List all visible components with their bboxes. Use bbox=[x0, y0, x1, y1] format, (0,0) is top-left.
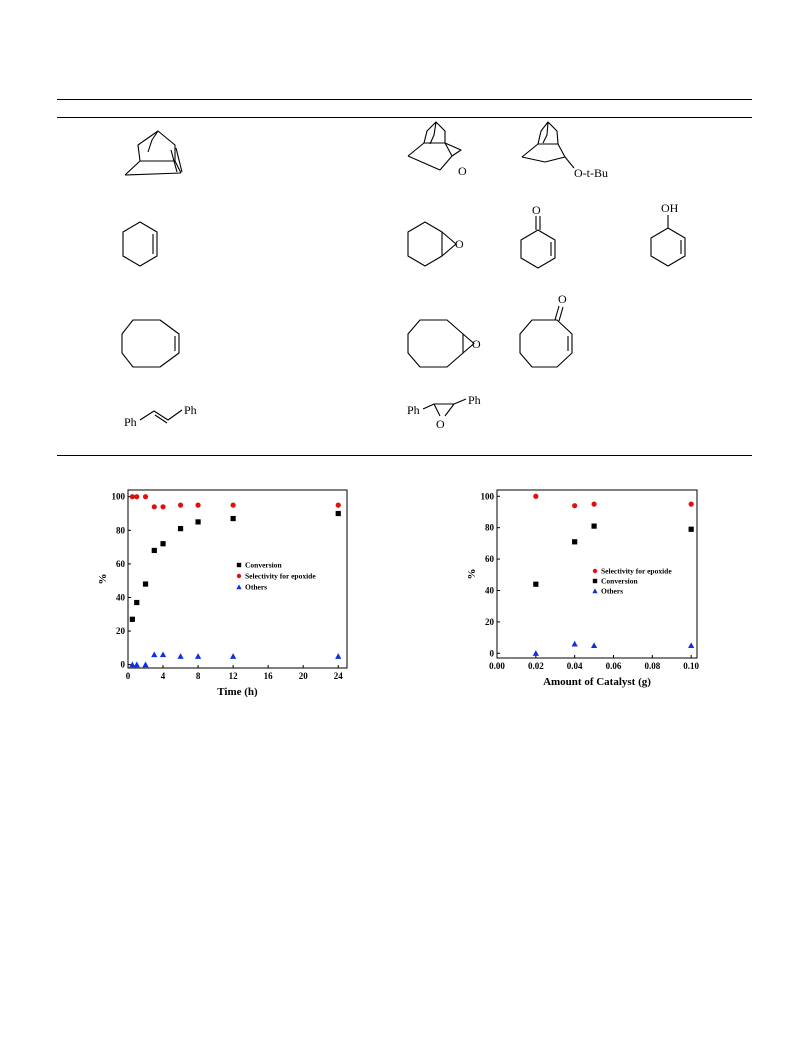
data-point-circle bbox=[160, 504, 165, 509]
data-point-triangle bbox=[335, 653, 341, 659]
x-tick-label: 0.00 bbox=[489, 661, 505, 671]
phenyl-label-4: Ph bbox=[468, 393, 481, 407]
data-point-square bbox=[134, 600, 139, 605]
data-point-triangle bbox=[195, 653, 201, 659]
data-point-triangle bbox=[230, 653, 236, 659]
ketone-oxygen-label: O bbox=[532, 203, 541, 217]
x-tick-label: 12 bbox=[228, 671, 238, 681]
legend-entry: Selectivity for epoxide bbox=[601, 566, 672, 576]
y-axis-label: % bbox=[466, 568, 478, 580]
data-point-circle bbox=[195, 503, 200, 508]
x-tick-label: 24 bbox=[333, 671, 343, 681]
data-point-square bbox=[533, 582, 538, 587]
o-t-bu-label: O-t-Bu bbox=[574, 166, 608, 180]
y-tick-label: 100 bbox=[111, 491, 125, 502]
x-axis-label: Time (h) bbox=[217, 686, 258, 698]
data-point-square bbox=[689, 527, 694, 532]
structure-cyclooctene bbox=[122, 320, 179, 367]
legend-entry: Others bbox=[601, 586, 624, 596]
data-point-circle bbox=[178, 503, 183, 508]
data-point-circle bbox=[152, 504, 157, 509]
legend-entry: Conversion bbox=[245, 560, 282, 570]
chart-time-profile bbox=[95, 478, 360, 710]
y-tick-label: 0 bbox=[489, 648, 494, 659]
structure-cyclohexene-oxide bbox=[408, 222, 464, 266]
legend-entry: Conversion bbox=[601, 576, 638, 586]
x-tick-label: 20 bbox=[298, 671, 308, 681]
structure-norbornene bbox=[125, 131, 182, 175]
data-point-square bbox=[143, 581, 148, 586]
y-tick-label: 40 bbox=[116, 592, 125, 603]
ketone-oxygen-label-2: O bbox=[558, 292, 567, 306]
data-point-circle bbox=[689, 502, 694, 507]
data-point-triangle bbox=[688, 642, 694, 648]
data-point-circle bbox=[533, 494, 538, 499]
data-point-triangle bbox=[142, 662, 148, 668]
epoxide-oxygen-label: O bbox=[458, 164, 467, 178]
y-tick-label: 60 bbox=[485, 554, 494, 565]
y-tick-label: 60 bbox=[116, 558, 125, 569]
x-tick-label: 16 bbox=[263, 671, 273, 681]
x-tick-label: 0 bbox=[125, 671, 131, 681]
x-tick-label: 4 bbox=[160, 671, 166, 681]
y-tick-label: 40 bbox=[485, 585, 494, 596]
data-point-triangle bbox=[134, 662, 140, 668]
x-tick-label: 0.06 bbox=[605, 661, 622, 671]
series-circle bbox=[533, 494, 694, 509]
data-point-circle bbox=[143, 494, 148, 499]
x-tick-label: 0.04 bbox=[566, 661, 583, 671]
data-point-circle bbox=[134, 494, 139, 499]
epoxide-oxygen-label-3: O bbox=[472, 337, 481, 351]
data-point-square bbox=[231, 516, 236, 521]
y-tick-label: 80 bbox=[116, 525, 125, 536]
data-point-square bbox=[152, 548, 157, 553]
reaction-scheme bbox=[0, 0, 793, 470]
chart-catalyst-amount bbox=[455, 478, 715, 700]
series-circle bbox=[130, 494, 341, 509]
structure-norbornyl-t-butyl-ether bbox=[522, 122, 608, 180]
legend-marker-square bbox=[593, 579, 597, 583]
structure-cyclohexene bbox=[123, 222, 157, 266]
series-triangle bbox=[129, 651, 341, 667]
data-point-triangle bbox=[177, 653, 183, 659]
epoxide-oxygen-label-4: O bbox=[436, 417, 445, 431]
data-point-circle bbox=[231, 503, 236, 508]
data-point-circle bbox=[591, 502, 596, 507]
data-point-square bbox=[160, 541, 165, 546]
y-tick-label: 100 bbox=[480, 491, 494, 502]
legend-entry: Others bbox=[245, 582, 268, 592]
data-point-square bbox=[195, 519, 200, 524]
legend-marker-circle bbox=[593, 569, 597, 573]
x-tick-label: 0.08 bbox=[644, 661, 661, 671]
phenyl-label-1: Ph bbox=[124, 415, 137, 429]
data-point-triangle bbox=[533, 650, 539, 656]
x-tick-label: 0.02 bbox=[527, 661, 544, 671]
series-square bbox=[130, 511, 341, 622]
data-point-triangle bbox=[591, 642, 597, 648]
y-tick-label: 20 bbox=[485, 616, 494, 627]
x-tick-label: 0.10 bbox=[683, 661, 700, 671]
epoxide-oxygen-label-2: O bbox=[455, 237, 464, 251]
data-point-square bbox=[178, 526, 183, 531]
data-point-square bbox=[591, 524, 596, 529]
y-tick-label: 0 bbox=[120, 659, 125, 670]
series-triangle bbox=[533, 641, 695, 656]
data-point-circle bbox=[572, 503, 577, 508]
structure-cyclooctenone bbox=[520, 292, 572, 367]
data-point-triangle bbox=[572, 641, 578, 647]
phenyl-label-2: Ph bbox=[184, 403, 197, 417]
structure-trans-stilbene bbox=[124, 403, 197, 429]
y-axis-label: % bbox=[97, 573, 109, 585]
structure-cyclooctene-oxide bbox=[408, 320, 481, 367]
x-axis-label: Amount of Catalyst (g) bbox=[543, 676, 651, 688]
structure-cyclohexenol bbox=[651, 201, 685, 266]
y-tick-label: 80 bbox=[485, 522, 494, 533]
legend-entry: Selectivity for epoxide bbox=[245, 571, 316, 581]
structure-cyclohexenone bbox=[521, 203, 555, 268]
y-tick-label: 20 bbox=[116, 626, 125, 637]
data-point-square bbox=[130, 617, 135, 622]
phenyl-label-3: Ph bbox=[407, 403, 420, 417]
x-tick-label: 8 bbox=[195, 671, 201, 681]
structure-norbornene-epoxide bbox=[408, 122, 467, 178]
structure-stilbene-oxide bbox=[407, 393, 481, 431]
data-point-circle bbox=[336, 503, 341, 508]
data-point-square bbox=[336, 511, 341, 516]
legend-marker-triangle bbox=[592, 588, 597, 593]
legend-marker-triangle bbox=[236, 584, 241, 589]
data-point-triangle bbox=[160, 651, 166, 657]
data-point-square bbox=[572, 539, 577, 544]
hydroxyl-label: OH bbox=[661, 201, 679, 215]
legend-marker-circle bbox=[237, 574, 241, 578]
legend-marker-square bbox=[237, 563, 241, 567]
data-point-triangle bbox=[151, 651, 157, 657]
